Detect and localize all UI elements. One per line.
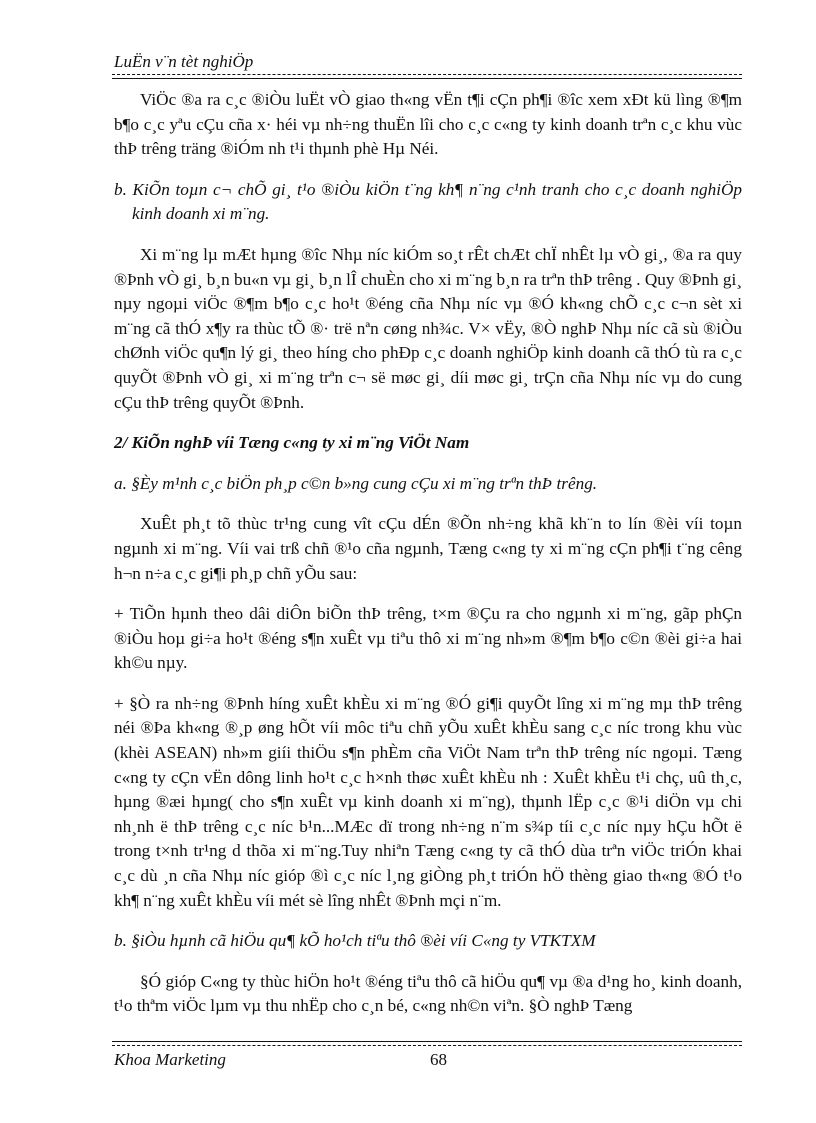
paragraph-oversupply: XuÊt ph¸t tõ thùc tr¹ng cung vît cÇu dÉn ®Õn nh÷ng khã kh¨n to lín ®èi víi toµn ngµnh xi m¨ng. Víi vai trß chñ ®¹o cña ngµnh, Tæng c«ng ty xi m¨ng cÇn ph¶i t¨ng cêng h¬n n÷a c¸c gi¶i ph¸p chñ yÕu sau: xyxy=(114,514,742,583)
body-content xyxy=(114,88,742,1035)
section-heading-recommendations: 2/ KiÕn nghÞ víi Tæng c«ng ty xi m¨ng ViÖt Nam xyxy=(114,433,470,453)
header-rule-dashed xyxy=(112,74,742,75)
footer-rule-solid xyxy=(112,1041,742,1042)
bullet-market-monitoring: + TiÕn hµnh theo dâi diÔn biÕn thÞ trêng, t×m ®Çu ra cho ngµnh xi m¨ng, gãp phÇn ®iÒu hoµ gi÷a ho¹t ®éng s¶n xuÊt vµ tiªu thô xi m¨ng nh»m ®¶m b¶o c©n ®èi gi÷a hai kh©u nµy. xyxy=(114,604,742,673)
header-rule-solid xyxy=(112,78,742,79)
footer-department: Khoa Marketing xyxy=(114,1050,226,1069)
subheading-a-supply-demand: a. §Èy m¹nh c¸c biÖn ph¸p c©n b»ng cung cÇu xi m¨ng trªn thÞ trêng. xyxy=(114,473,598,493)
paragraph-company-support: §Ó gióp C«ng ty thùc hiÖn ho¹t ®éng tiªu thô cã hiÖu qu¶ vµ ®a d¹ng ho¸ kinh doanh, t¹o thªm viÖc lµm vµ thu nhËp cho c¸n bé, c«ng nh©n viªn. §Ò nghÞ Tæng xyxy=(114,971,742,1016)
footer-rule-dashed xyxy=(112,1045,742,1046)
paragraph-traffic-regulations: ViÖc ®a ra c¸c ®iÒu luËt vÒ giao th«ng vËn t¶i cÇn ph¶i ®îc xem xÐt kü lìng ®¶m b¶o c¸c yªu cÇu cña x· héi vµ nh÷ng thuËn lîi cho c¸c c«ng ty kinh doanh trªn c¸c khu vùc thÞ trêng träng ®iÓm nh t¹i thµnh phè Hµ Néi. xyxy=(114,90,742,159)
paragraph-price-control: Xi m¨ng lµ mÆt hµng ®îc Nhµ níc kiÓm so¸t rÊt chÆt chÏ nhÊt lµ vÒ gi¸, ®a ra quy ®Þnh vÒ gi¸ b¸n bu«n vµ gi¸ b¸n lÎ chuÈn cho xi m¨ng b¸n ra trªn thÞ trêng . Quy ®Þnh gi¸ nµy ngoµi viÖc ®¶m b¶o c¸c ho¹t ®éng cña Nhµ níc vµ ®Ó kh«ng chÕ c¸c c¬n sèt xi m¨ng cã thÓ x¶y ra thùc tÕ ®· trë nªn cøng nh¾c. V× vËy, ®Ò nghÞ Nhµ níc cã sù ®iÒu chØnh viÖc qu¶n lý gi¸ theo híng cho phÐp c¸c doanh nghiÖp kinh doanh cã thÓ tù ra c¸c quyÕt ®Þnh vÒ gi¸ xi m¨ng trªn c¬ së møc gi¸ díi møc gi¸ trÇn cña Nhµ níc vµ do cung cÇu thÞ trêng quyÕt ®Þnh. xyxy=(114,244,742,412)
page-number: 68 xyxy=(430,1050,447,1069)
bullet-export-orientation: + §Ò ra nh÷ng ®Þnh híng xuÊt khÈu xi m¨ng ®Ó gi¶i quyÕt lîng xi m¨ng mµ thÞ trêng néi ®Þa kh«ng ®¸p øng hÕt víi môc tiªu chñ yÕu xuÊt khÈu sang c¸c níc trong khu vùc (khèi ASEAN) nh»m giíi thiÖu s¶n phÈm cña ViÖt Nam trªn thÞ trêng níc ngoµi. Tæng c«ng ty cÇn vËn dông linh ho¹t c¸c h×nh thøc xuÊt khÈu nh : XuÊt khÈu t¹i chç, uû th¸c, hµng ®æi hµng( cho s¶n xuÊt vµ kinh doanh xi m¨ng), thµnh lËp c¸c ®¹i diÖn vµ chi nh¸nh ë thÞ trêng c¸c níc b¹n...MÆc dï trong nh÷ng n¨m s¾p tíi c¸c níc nµy hÇu hÕt ë trong t×nh tr¹ng d thõa xi m¨ng.Tuy nhiªn Tæng c«ng ty cã thÓ dùa trªn viÖc triÓn khai c¸c dù ¸n cña Nhµ níc gióp ®ì c¸c níc l¸ng giÒng ph¸t triÓn hÖ thèng giao th«ng ®Ó t¹o kh¶ n¨ng xuÊt khÈu víi mét sè lîng nhÊt ®Þnh mçi n¨m. xyxy=(114,693,742,910)
subheading-b-consumption-plan: b. §iÒu hµnh cã hiÖu qu¶ kÕ ho¹ch tiªu thô ®èi víi C«ng ty VTKTXM xyxy=(114,931,596,951)
subheading-b-price-mechanism: b. KiÕn toµn c¬ chÕ gi¸ t¹o ®iÒu kiÖn t¨ng kh¶ n¨ng c¹nh tranh cho c¸c doanh nghiÖp kinh doanh xi m¨ng. xyxy=(114,179,742,224)
running-header: LuËn v¨n tèt nghiÖp xyxy=(114,52,254,71)
